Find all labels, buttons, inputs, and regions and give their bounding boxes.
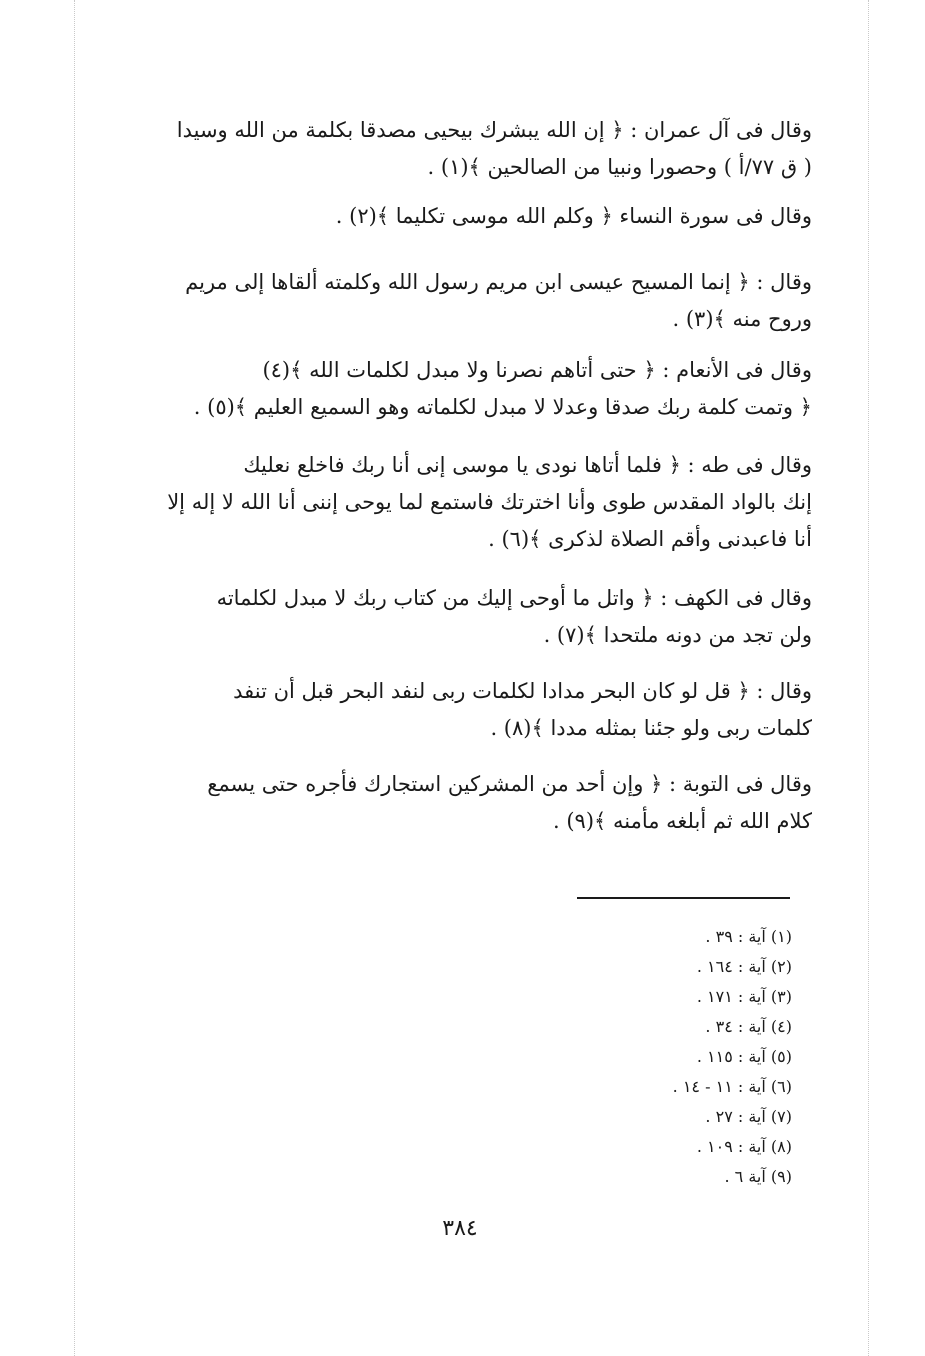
footnote-item: (٧) آية : ٢٧ .: [705, 1107, 792, 1126]
footnote-item: (٤) آية : ٣٤ .: [705, 1017, 792, 1036]
footnote-item: (٨) آية : ١٠٩ .: [696, 1137, 792, 1156]
paragraph-al-masih: [100, 264, 812, 338]
text-line: وقال : ﴿ إنما المسيح عيسى ابن مريم رسول الله وكلمته ألقاها إلى مريم: [185, 270, 812, 294]
footnote-item: (١) آية : ٣٩ .: [705, 927, 792, 946]
text-line: وقال فى الكهف : ﴿ واتل ما أوحى إليك من كتاب ربك لا مبدل لكلماته: [216, 586, 812, 610]
footnote-item: (٩) آية ٦ .: [724, 1167, 792, 1186]
text-line: وقال فى طه : ﴿ فلما أتاها نودى يا موسى إنى أنا ربك فاخلع نعليك: [243, 453, 812, 477]
scan-artifact-right: [868, 0, 869, 1356]
footnote-item: (٣) آية : ١٧١ .: [696, 987, 792, 1006]
text-line: أنا فاعبدنى وأقم الصلاة لذكرى ﴾(٦) .: [488, 527, 812, 551]
text-line: وقال فى التوبة : ﴿ وإن أحد من المشركين استجارك فأجره حتى يسمع: [207, 772, 812, 796]
text-line: وقال فى آل عمران : ﴿ إن الله يبشرك بيحيى مصدقا بكلمة من الله وسيدا: [176, 118, 812, 142]
paragraph-al-nisa: [100, 198, 812, 235]
text-line: ( ق ٧٧/أ ) وحصورا ونبيا من الصالحين ﴾(١) .: [427, 155, 812, 179]
text-line: وروح منه ﴾(٣) .: [672, 307, 812, 331]
footnote-separator: [577, 897, 790, 899]
text-line: كلمات ربى ولو جئنا بمثله مددا ﴾(٨) .: [490, 716, 812, 740]
paragraph-al-bahr: [100, 673, 812, 747]
text-line: كلام الله ثم أبلغه مأمنه ﴾(٩) .: [552, 809, 812, 833]
text-line: ولن تجد من دونه ملتحدا ﴾(٧) .: [543, 623, 812, 647]
text-line: إنك بالواد المقدس طوى وأنا اخترتك فاستمع لما يوحى إننى أنا الله لا إله إلا: [167, 490, 812, 514]
page-number: ٣٨٤: [442, 1216, 478, 1241]
paragraph-taha: [100, 447, 812, 558]
scan-artifact-left: [74, 0, 75, 1356]
footnote-item: (٦) آية : ١١ - ١٤ .: [672, 1077, 792, 1096]
text-line: ﴿ وتمت كلمة ربك صدقا وعدلا لا مبدل لكلماته وهو السميع العليم ﴾(٥) .: [193, 395, 812, 419]
paragraph-al-imran: [100, 112, 812, 186]
paragraph-al-tawba: [100, 766, 812, 840]
footnotes-list: [560, 922, 792, 1192]
text-line: وقال فى الأنعام : ﴿ حتى أتاهم نصرنا ولا مبدل لكلمات الله ﴾(٤): [262, 358, 812, 382]
paragraph-al-anam: [100, 352, 812, 426]
footnote-item: (٥) آية : ١١٥ .: [696, 1047, 792, 1066]
paragraph-al-kahf: [100, 580, 812, 654]
footnote-item: (٢) آية : ١٦٤ .: [696, 957, 792, 976]
text-line: وقال فى سورة النساء ﴿ وكلم الله موسى تكليما ﴾(٢) .: [335, 204, 812, 228]
text-line: وقال : ﴿ قل لو كان البحر مدادا لكلمات ربى لنفد البحر قبل أن تنفد: [233, 679, 812, 703]
